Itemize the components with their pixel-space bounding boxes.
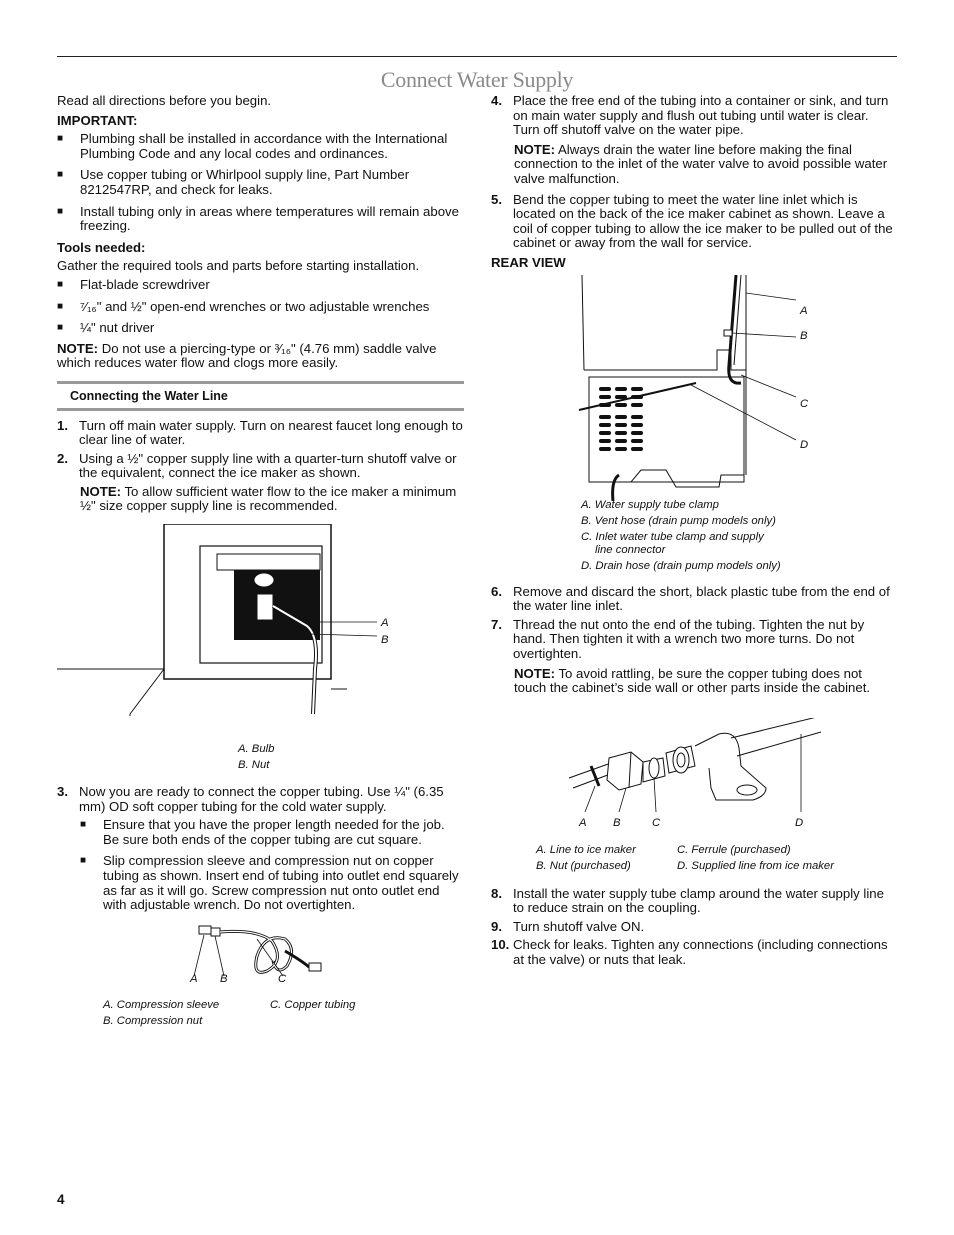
figure-4-caption [491,842,897,876]
step-text: Thread the nut onto the end of the tubing. Tighten the nut by hand. Then tighten it with a wrench two more turns. Do not overtighten. [513,616,865,661]
step-text: Install the water supply tube clamp around the water supply line to reduce strain on the coupling. [513,885,884,916]
step-6 [491,585,897,614]
caption-line: A. Compression sleeve [103,998,220,1011]
important-label: IMPORTANT: [57,112,138,128]
tools-intro: Gather the required tools and parts before starting installation. [57,258,420,274]
caption-line: line connector [595,543,666,556]
note-text: Always drain the water line before making the final connection to the inlet of the water valve to avoid possible water valve malfunction. [514,141,888,186]
valve-illustration [57,524,464,739]
callout-c: C [652,816,661,829]
note-label: NOTE: [514,141,556,157]
caption-line: A. Bulb [238,743,275,756]
step-4-note [491,143,897,187]
step-7-note [491,667,897,696]
caption-line: B. Nut [238,759,270,772]
callout-a: A [579,816,587,829]
step-text: Now you are ready to connect the copper tubing. Use ¼" (6.35 mm) OD soft copper tubing for the cold water supply. [79,784,444,814]
step-number: 6. [491,583,502,599]
figure-valve-connection [57,524,464,739]
step-number: 7. [491,616,502,632]
step-8 [491,887,897,916]
caption-line: D. Supplied line from ice maker [677,859,834,872]
step-number: 9. [491,918,502,934]
caption-line: B. Nut (purchased) [536,859,631,872]
step-text: Turn off main water supply. Turn on nearest faucet long enough to clear line of water. [79,417,463,448]
step-number: 4. [491,93,502,108]
tool-item: ■ ¼" nut driver [57,321,464,336]
step-1 [57,419,464,448]
figure-3-caption [581,497,897,574]
page-number: 4 [57,1192,65,1207]
note-text: Do not use a piercing-type or ³⁄₁₆" (4.76 mm) saddle valve which reduces water flow and clogs more easily. [57,340,437,371]
coupling-illustration [491,718,897,836]
step-number: 2. [57,450,68,466]
section-heading: Connecting the Water Line [57,381,464,411]
step-2-note [57,485,464,514]
tools-label: Tools needed: [57,239,146,255]
caption-line: A. Water supply tube clamp [581,498,719,511]
rear-view-illustration [491,275,897,501]
step-9 [491,920,897,935]
step-7 [491,618,897,662]
note-text: To allow sufficient water flow to the ice maker a minimum ½" size copper supply line is recommended. [80,483,457,514]
callout-b: B [220,972,228,985]
figure-coupling [491,718,897,836]
step-3-item: ■ Ensure that you have the proper length needed for the job. Be sure both ends of the copper tubing are cut square. [57,818,464,847]
intro-text: Read all directions before you begin. [57,93,272,108]
caption-line: C. Inlet water tube clamp and supply [581,530,764,543]
note-text: To avoid rattling, be sure the copper tubing does not touch the cabinet’s side wall or other parts inside the cabinet. [514,665,871,696]
step-number: 8. [491,885,502,901]
page-title: Connect Water Supply [380,67,574,92]
tubing-illustration [57,921,464,991]
caption-line: A. Line to ice maker [536,843,636,856]
step-text: Remove and discard the short, black plastic tube from the end of the water line inlet. [513,583,890,614]
callout-a: A [800,304,808,317]
left-column [57,94,464,1031]
step-text: Turn shutoff valve ON. [513,918,645,934]
step-number: 10. [491,937,510,953]
top-rule [57,56,897,57]
step-text: Place the free end of the tubing into a container or sink, and turn on main water supply and flush out tubing until water is clear. Turn off shutoff valve on the water pipe. [513,93,889,138]
step-text: Using a ½" copper supply line with a quarter-turn shutoff valve or the equivalent, connect the ice maker as shown. [79,450,457,481]
saddle-valve-note [57,342,464,371]
figure-rear-view [491,275,897,501]
tool-item: ■ ⁷⁄₁₆" and ½" open-end wrenches or two adjustable wrenches [57,300,464,315]
important-item: ■ Install tubing only in areas where temperatures will remain above freezing. [57,205,464,234]
note-label: NOTE: [80,483,122,499]
important-item: ■ Plumbing shall be installed in accordance with the International Plumbing Code and any local codes and ordinances. [57,132,464,161]
callout-d: D [795,816,804,829]
caption-line: B. Vent hose (drain pump models only) [581,514,776,527]
step-number: 1. [57,417,68,433]
callout-b: B [613,816,621,829]
callout-b: B [381,634,389,647]
callout-d: D [800,438,809,451]
caption-line: C. Ferrule (purchased) [677,843,791,856]
caption-line: D. Drain hose (drain pump models only) [581,559,781,572]
step-3 [57,785,464,814]
step-number: 5. [491,191,502,207]
step-10 [491,938,897,967]
step-3-item: ■ Slip compression sleeve and compression nut on copper tubing as shown. Insert end of tubing into outlet end squarely as far as it will go. Screw compression nut onto outlet end with adjustable wrench. Do not overtighten. [57,854,464,912]
step-text: Bend the copper tubing to meet the water line inlet which is located on the back of the ice maker cabinet as shown. Leave a coil of copper tubing to allow the ice maker to be pulled out of the cabinet or away from the wall for service. [513,191,893,251]
callout-b: B [800,329,808,342]
callout-c: C [278,972,287,985]
caption-line: C. Copper tubing [270,998,356,1011]
step-2 [57,452,464,481]
callout-a: A [381,617,389,630]
note-label: NOTE: [57,340,99,356]
callout-a: A [190,972,198,985]
right-column [491,94,897,968]
step-text: Check for leaks. Tighten any connections (including connections at the valve) or nuts that leak. [513,937,888,968]
callout-c: C [800,397,809,410]
step-4 [491,94,897,138]
figure-2-caption [57,997,464,1031]
figure-compression-fitting [57,921,464,991]
rear-view-label: REAR VIEW [491,254,566,270]
figure-1-caption [238,741,464,773]
step-5 [491,193,897,251]
note-label: NOTE: [514,665,556,681]
caption-line: B. Compression nut [103,1014,203,1027]
important-item: ■ Use copper tubing or Whirlpool supply line, Part Number 8212547RP, and check for leaks. [57,168,464,197]
tool-item: ■ Flat-blade screwdriver [57,278,464,293]
step-number: 3. [57,784,68,800]
